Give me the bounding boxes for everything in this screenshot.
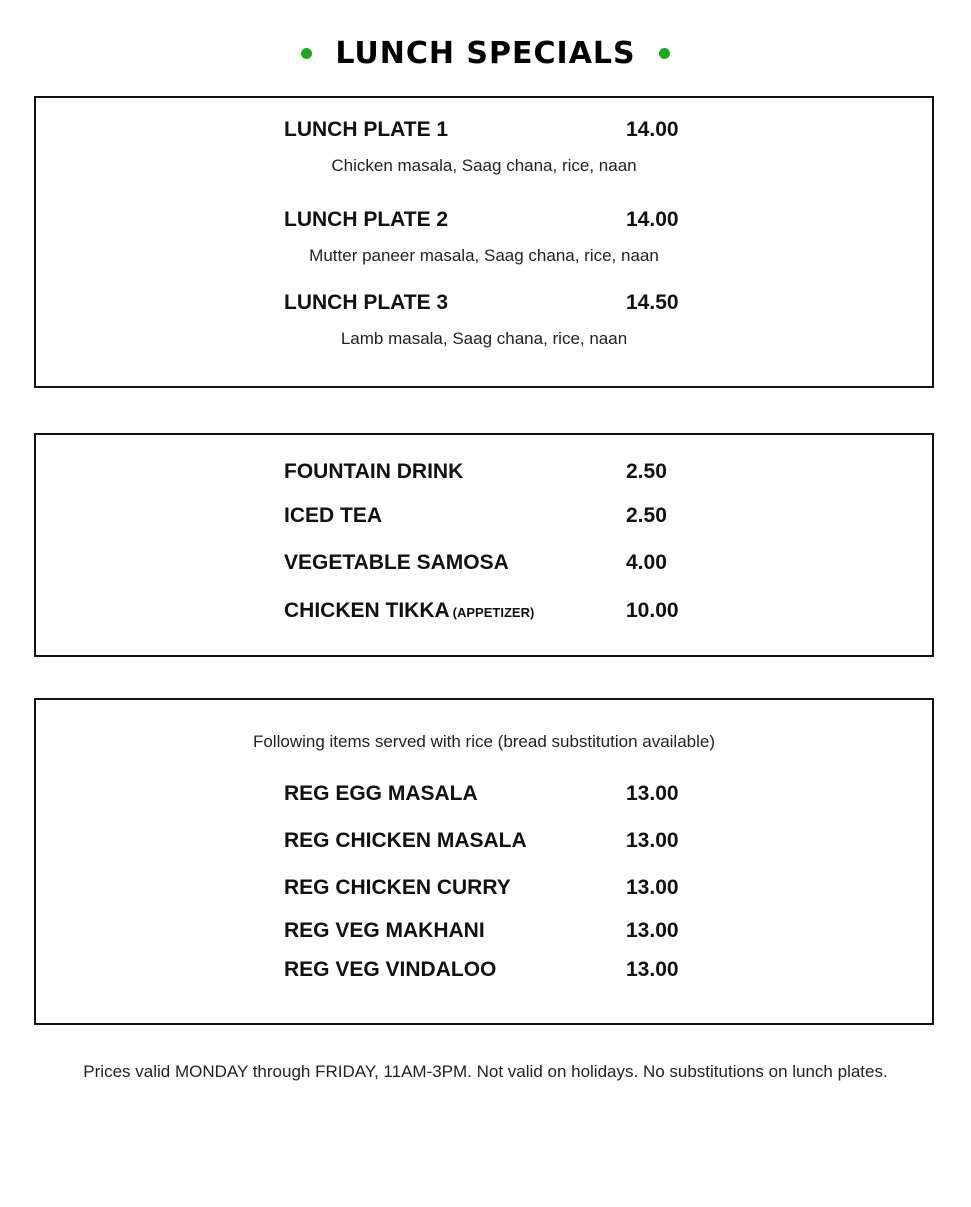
item-name: LUNCH PLATE 1 <box>284 118 449 141</box>
item-name: REG CHICKEN CURRY <box>284 876 511 899</box>
item-price: 13.00 <box>626 919 679 942</box>
menu-item <box>36 919 932 947</box>
item-name: REG VEG MAKHANI <box>284 919 485 942</box>
menu-item <box>36 782 932 810</box>
menu-item <box>36 958 932 986</box>
item-name: REG CHICKEN MASALA <box>284 829 527 852</box>
item-name: VEGETABLE SAMOSA <box>284 551 509 574</box>
menu-item <box>36 118 932 146</box>
item-price: 4.00 <box>626 551 667 574</box>
menu-item <box>36 829 932 857</box>
lunch-plates-section <box>34 96 934 388</box>
item-name: FOUNTAIN DRINK <box>284 460 464 483</box>
item-price: 13.00 <box>626 958 679 981</box>
item-name: LUNCH PLATE 2 <box>284 208 449 231</box>
item-price: 14.00 <box>626 118 679 141</box>
page-title: LUNCH SPECIALS <box>335 35 636 71</box>
item-description: Lamb masala, Saag chana, rice, naan <box>340 329 628 348</box>
item-price: 2.50 <box>626 504 667 527</box>
menu-item <box>36 208 932 236</box>
sides-section <box>34 433 934 657</box>
green-dot-icon-left <box>301 48 312 59</box>
menu-item <box>36 599 932 627</box>
menu-header <box>0 30 971 76</box>
item-name: LUNCH PLATE 3 <box>284 291 449 314</box>
item-price: 14.50 <box>626 291 679 314</box>
menu-item <box>36 504 932 532</box>
menu-item <box>36 291 932 319</box>
menu-item <box>36 876 932 904</box>
item-name-with-note <box>284 599 534 623</box>
regular-dishes-section <box>34 698 934 1025</box>
item-name: REG EGG MASALA <box>284 782 478 805</box>
item-price: 13.00 <box>626 782 679 805</box>
item-description: Chicken masala, Saag chana, rice, naan <box>331 156 637 175</box>
item-name: ICED TEA <box>284 504 383 527</box>
item-price: 14.00 <box>626 208 679 231</box>
item-price: 13.00 <box>626 829 679 852</box>
menu-item <box>36 551 932 579</box>
item-price: 13.00 <box>626 876 679 899</box>
item-note: (APPETIZER) <box>452 605 535 620</box>
item-name: REG VEG VINDALOO <box>284 958 497 981</box>
item-name: CHICKEN TIKKA <box>284 599 450 622</box>
menu-item <box>36 460 932 488</box>
footer-note: Prices valid MONDAY through FRIDAY, 11AM-3PM. Not valid on holidays. No substitutions on lunch plates. <box>83 1062 888 1081</box>
section-note: Following items served with rice (bread substitution available) <box>252 732 716 751</box>
item-price: 10.00 <box>626 599 679 622</box>
item-price: 2.50 <box>626 460 667 483</box>
item-description: Mutter paneer masala, Saag chana, rice, naan <box>309 246 659 265</box>
green-dot-icon-right <box>659 48 670 59</box>
